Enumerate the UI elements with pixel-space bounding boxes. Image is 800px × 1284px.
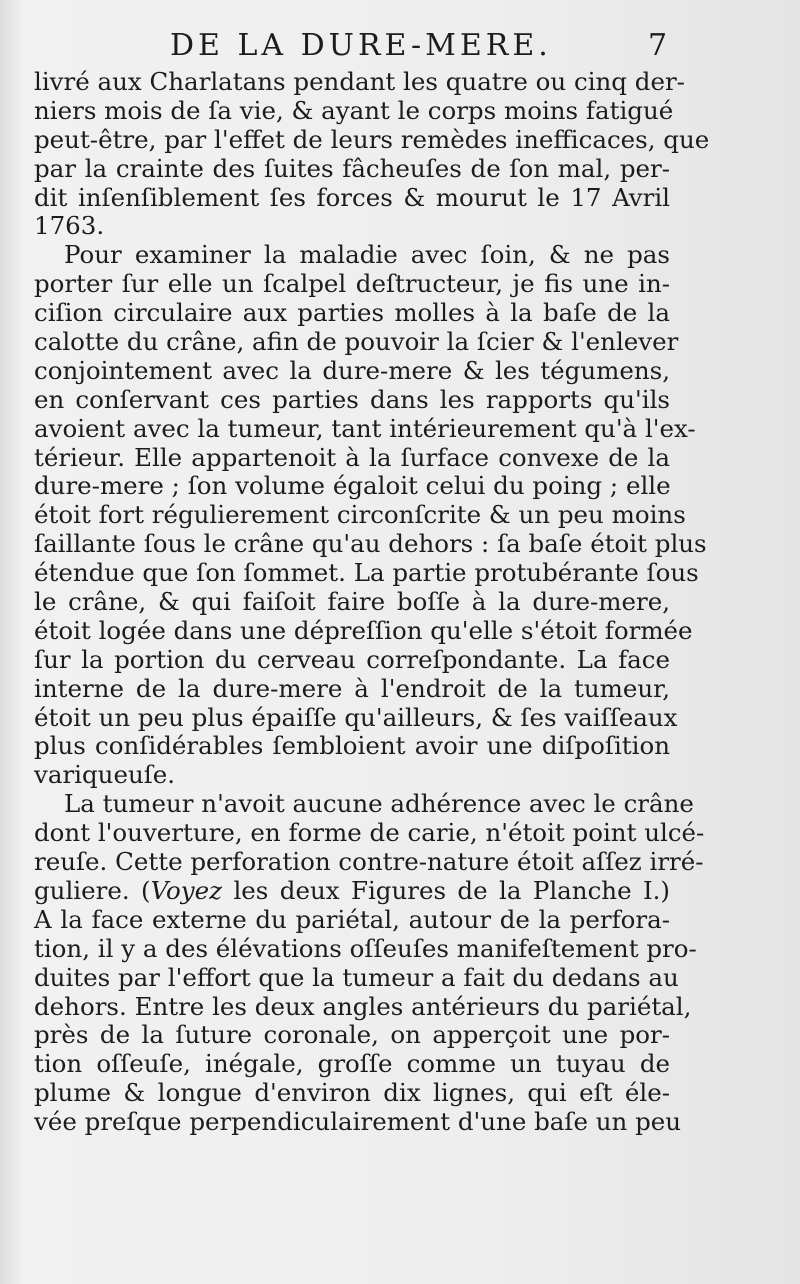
text-line: conjointement avec la dure-mere & les tégumens,	[34, 355, 670, 385]
text-line: étendue que ſon ſommet. La partie protubérante ſous	[34, 558, 699, 588]
text-line: calotte du crâne, afin de pouvoir la ſcier & l'enlever	[34, 327, 679, 357]
text-line: 1763.	[34, 211, 105, 241]
text-line: le crâne, & qui faiſoit faire boſſe à la dure-mere,	[34, 587, 670, 617]
paragraph-start-line: La tumeur n'avoit aucune adhérence avec le crâne	[64, 789, 694, 819]
text-line: ciſion circulaire aux parties molles à la baſe de la	[34, 298, 670, 328]
page-header	[170, 28, 770, 68]
text-line: par la crainte des ſuites fâcheuſes de ſon mal, per-	[34, 153, 670, 183]
text-line: tion, il y a des élévations oſſeuſes manifeſtement pro-	[34, 933, 697, 963]
text-line: dehors. Entre les deux angles antérieurs du pariétal,	[34, 991, 692, 1021]
text-line: tion oſſeuſe, inégale, groſſe comme un tuyau de	[34, 1049, 670, 1079]
text-line: interne de la dure-mere à l'endroit de la tumeur,	[34, 673, 670, 703]
text-line: plume & longue d'environ dix lignes, qui eſt éle-	[34, 1078, 670, 1108]
text-line: ſur la portion du cerveau correſpondante. La face	[34, 644, 670, 674]
text-line: plus conſidérables ſembloient avoir une diſpoſition	[34, 731, 670, 761]
text-line: dit inſenſiblement ſes forces & mourut le 17 Avril	[34, 182, 670, 212]
text-line: niers mois de ſa vie, & ayant le corps moins fatigué	[34, 95, 674, 125]
text-line: A la face externe du pariétal, autour de la perfora-	[34, 904, 670, 934]
text-line: porter ſur elle un ſcalpel deſtructeur, je fis une in-	[34, 269, 670, 299]
text-line: vée preſque perpendiculairement d'une baſe un peu	[34, 1107, 682, 1137]
italic-reference: Voyez	[150, 875, 223, 905]
text-line: duites par l'effort que la tumeur a fait du dedans au	[34, 962, 679, 992]
text-line: étoit fort régulierement circonſcrite & un peu moins	[34, 500, 686, 530]
text-line: avoient avec la tumeur, tant intérieurement qu'à l'ex-	[34, 413, 696, 443]
text-line: dure-mere ; ſon volume égaloit celui du poing ; elle	[34, 471, 671, 501]
text-line: en conſervant ces parties dans les rapports qu'ils	[34, 384, 670, 414]
text-line: peut-être, par l'effet de leurs remèdes inefficaces, que	[34, 124, 710, 154]
text-line: variqueuſe.	[34, 760, 176, 790]
text-line: reuſe. Cette perforation contre-nature étoit aſſez irré-	[34, 847, 704, 877]
text-line: térieur. Elle appartenoit à la ſurface convexe de la	[34, 442, 670, 472]
running-head: DE LA DURE-MERE.	[170, 28, 552, 63]
text-line: ſaillante ſous le crâne qu'au dehors : ſa baſe étoit plus	[34, 529, 707, 559]
paragraph-start-line: Pour examiner la maladie avec ſoin, & ne pas	[64, 240, 670, 270]
text-line: livré aux Charlatans pendant les quatre ou cinq der-	[34, 67, 685, 96]
text-line: près de la ſuture coronale, on apperçoit une por-	[34, 1020, 670, 1050]
text-line: étoit logée dans une dépreſſion qu'elle s'étoit formée	[34, 615, 693, 645]
text-line: dont l'ouverture, en forme de carie, n'étoit point ulcé-	[34, 818, 705, 848]
page-number: 7	[648, 28, 668, 63]
text-line: guliere. (Voyez les deux Figures de la Planche I.)	[34, 875, 670, 905]
text-line: étoit un peu plus épaiſſe qu'ailleurs, & ſes vaiſſeaux	[34, 702, 678, 732]
body-text	[34, 67, 710, 1137]
